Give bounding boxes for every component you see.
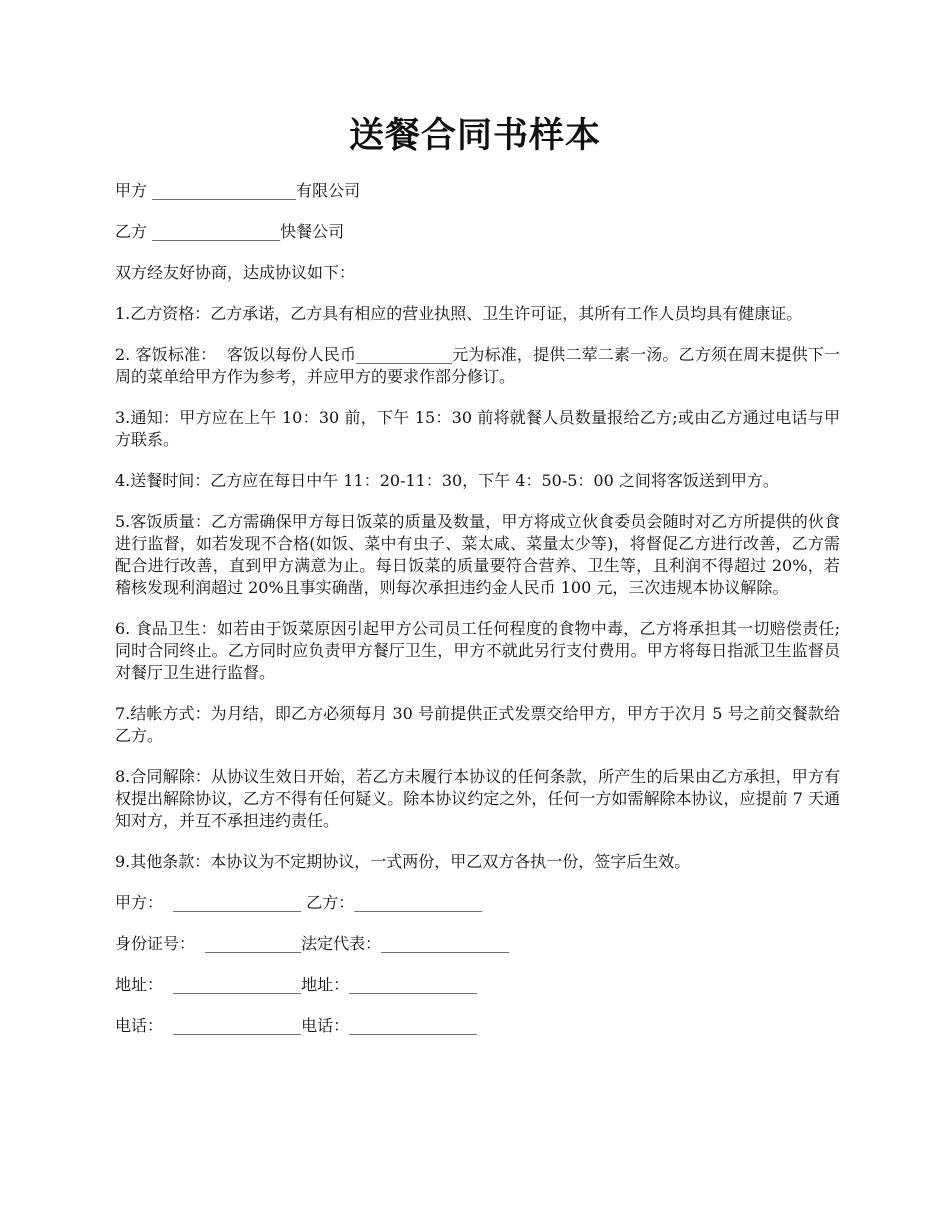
- party-a-line: 甲方 __________________有限公司: [115, 181, 361, 200]
- document-body: [115, 180, 840, 1056]
- clause-1: 1.乙方资格：乙方承诺，乙方具有相应的营业执照、卫生许可证，其所有工作人员均具有健康证。: [115, 304, 803, 323]
- clause-3: 3.通知：甲方应在上午 10：30 前，下午 15：30 前将就餐人员数量报给乙方;或由乙方通过电话与甲方联系。: [115, 408, 840, 449]
- document-title: 送餐合同书样本: [348, 115, 601, 156]
- clause-2: 2. 客饭标准： 客饭以每份人民币____________元为标准，提供二荤二素一汤。乙方须在周末提供下一周的菜单给甲方作为参考，并应甲方的要求作部分修订。: [115, 345, 840, 386]
- party-b-line: 乙方 ________________快餐公司: [115, 222, 345, 241]
- clause-8: 8.合同解除：从协议生效日开始，若乙方未履行本协议的任何条款，所产生的后果由乙方承担，甲方有权提出解除协议，乙方不得有任何疑义。除本协议约定之外，任何一方如需解除本协议，应提前 7 天通知对方，并互不承担违约责任。: [115, 767, 840, 830]
- clause-6: 6. 食品卫生：如若由于饭菜原因引起甲方公司员工任何程度的食物中毒，乙方将承担其一切赔偿责任;同时合同终止。乙方同时应负责甲方餐厅卫生，甲方不就此另行支付费用。甲方将每日指派卫生监督员对餐厅卫生进行监督。: [115, 619, 840, 682]
- clause-9: 9.其他条款：本协议为不定期协议，一式两份，甲乙双方各执一份，签字后生效。: [115, 852, 691, 871]
- signature-line-id: 身份证号： ____________法定代表：________________: [115, 934, 510, 953]
- signature-line-parties: 甲方： ________________ 乙方：________________: [115, 893, 483, 912]
- signature-line-address: 地址： ________________地址：________________: [115, 975, 478, 994]
- signature-line-phone: 电话： ________________电话：________________: [115, 1016, 478, 1035]
- intro-text: 双方经友好协商，达成协议如下：: [115, 263, 356, 282]
- clause-7: 7.结帐方式：为月结，即乙方必须每月 30 号前提供正式发票交给甲方，甲方于次月 5 号之前交餐款给乙方。: [115, 704, 840, 745]
- clause-5: 5.客饭质量：乙方需确保甲方每日饭菜的质量及数量，甲方将成立伙食委员会随时对乙方所提供的伙食进行监督，如若发现不合格(如饭、菜中有虫子、菜太咸、菜量太少等)，将督促乙方进行改善，乙方需配合进行改善，直到甲方满意为止。每日饭菜的质量要符合营养、卫生等，且利润不得超过 20%，若稽核发现利润超过 20%且事实确凿，则每次承担违约金人民币 100 元，三次违规本协议解除。: [115, 512, 840, 597]
- clause-4: 4.送餐时间：乙方应在每日中午 11：20-11：30，下午 4：50-5：00 之间将客饭送到甲方。: [115, 471, 779, 490]
